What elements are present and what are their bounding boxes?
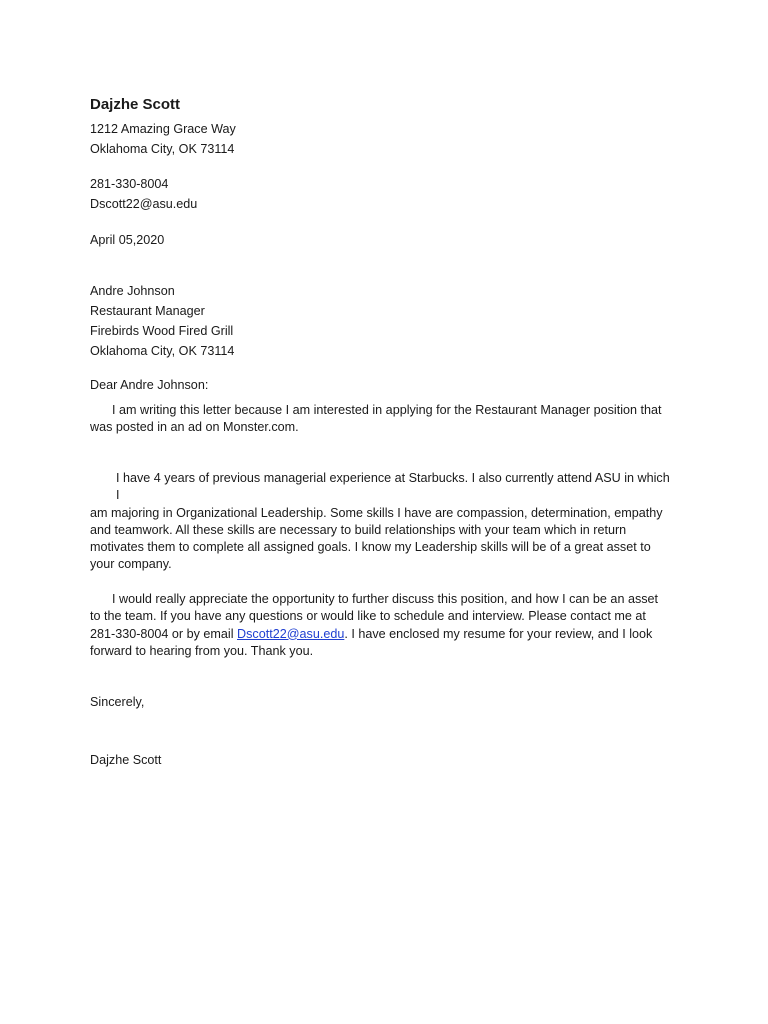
paragraph-line: I am writing this letter because I am interested in applying for the Restaurant Manager position that bbox=[112, 403, 662, 417]
paragraph-line bbox=[90, 626, 670, 643]
recipient-name: Andre Johnson bbox=[90, 284, 175, 298]
letter-date: April 05,2020 bbox=[90, 233, 165, 247]
body-paragraph-2 bbox=[90, 470, 670, 574]
recipient-city: Oklahoma City, OK 73114 bbox=[90, 344, 235, 358]
recipient-company: Firebirds Wood Fired Grill bbox=[90, 324, 234, 338]
paragraph-line: motivates them to complete all assigned goals. I know my Leadership skills will be of a great asset to bbox=[90, 540, 651, 555]
paragraph-line: to the team. If you have any questions or would like to schedule and interview. Please contact me at bbox=[90, 609, 646, 624]
sender-address-line2: Oklahoma City, OK 73114 bbox=[90, 142, 235, 156]
sender-address-line1: 1212 Amazing Grace Way bbox=[90, 122, 236, 136]
paragraph-line: I would really appreciate the opportunity to further discuss this position, and how I can be an asset bbox=[112, 592, 659, 606]
paragraph-line: forward to hearing from you. Thank you. bbox=[90, 643, 314, 658]
paragraph-line: your company. bbox=[90, 557, 172, 572]
closing: Sincerely, bbox=[90, 695, 145, 709]
paragraph-line: and teamwork. All these skills are necessary to build relationships with your team which in return bbox=[90, 522, 627, 537]
sender-phone: 281-330-8004 bbox=[90, 177, 169, 191]
sender-email: Dscott22@asu.edu bbox=[90, 197, 198, 211]
signature-name: Dajzhe Scott bbox=[90, 753, 162, 767]
recipient-title: Restaurant Manager bbox=[90, 304, 205, 318]
paragraph-line: was posted in an ad on Monster.com. bbox=[90, 420, 299, 435]
email-link[interactable]: Dscott22@asu.edu bbox=[237, 626, 345, 641]
paragraph-line: am majoring in Organizational Leadership. Some skills I have are compassion, determination, empathy bbox=[90, 505, 663, 520]
salutation: Dear Andre Johnson: bbox=[90, 378, 209, 392]
paragraph-text: 281-330-8004 or by email bbox=[90, 626, 238, 641]
body-paragraph-1 bbox=[90, 402, 670, 437]
sender-name: Dajzhe Scott bbox=[90, 96, 181, 113]
body-paragraph-3 bbox=[90, 591, 670, 660]
paragraph-line: I have 4 years of previous managerial experience at Starbucks. I also currently attend ASU in which I bbox=[116, 471, 670, 503]
paragraph-text: . I have enclosed my resume for your review, and I look bbox=[344, 626, 653, 641]
